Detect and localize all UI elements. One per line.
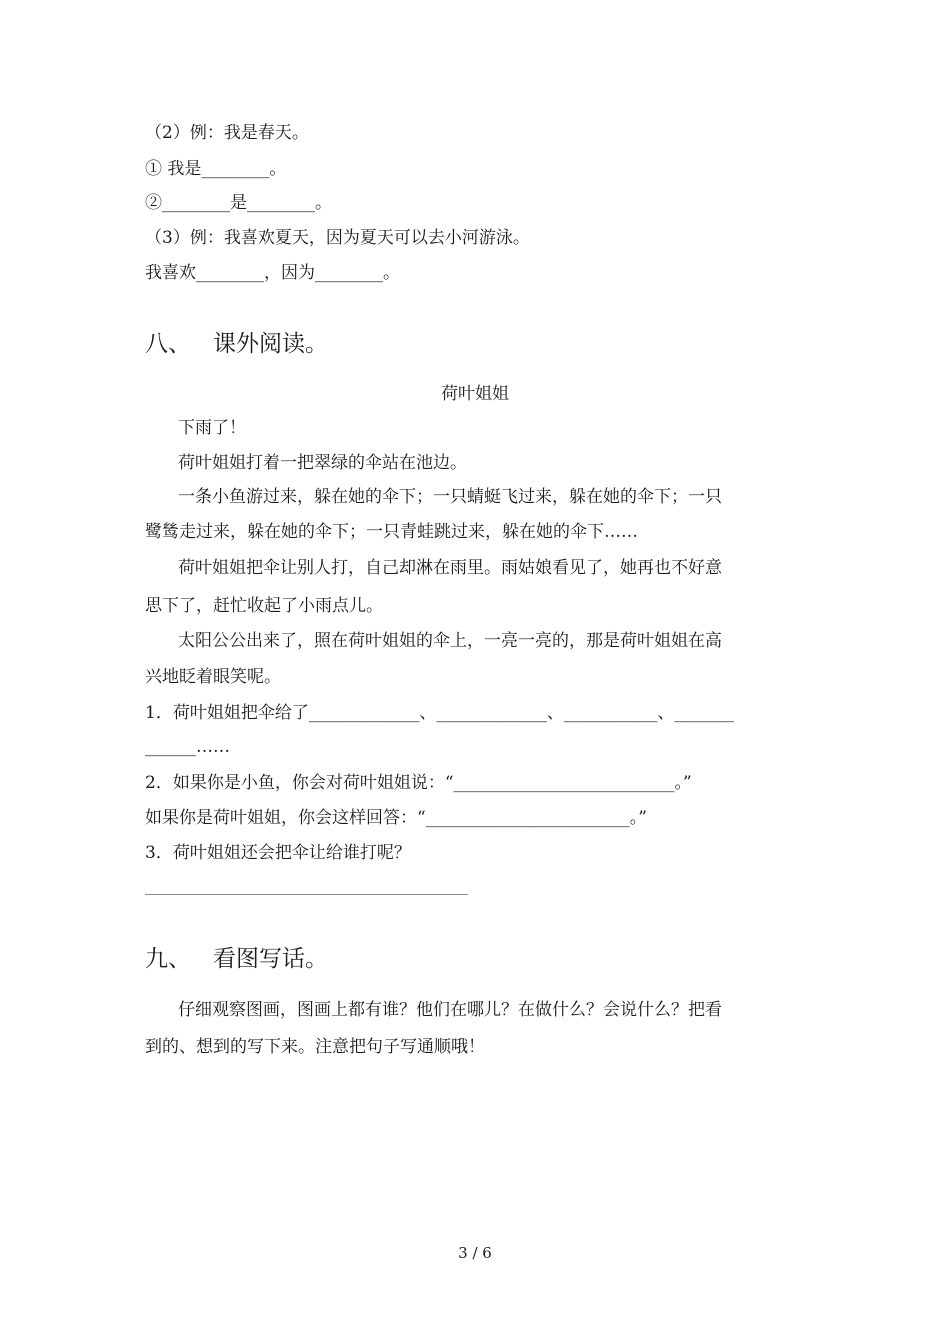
- section-8-title: 课外阅读。: [213, 331, 328, 357]
- section-9-title: 看图写话。: [213, 946, 328, 972]
- passage-title: 荷叶姐姐: [441, 384, 509, 404]
- q2-example: （2）例：我是春天。: [145, 123, 309, 143]
- answer-line: [145, 894, 468, 895]
- section-8-heading: [145, 330, 328, 358]
- section-9-instruction: 到的、想到的写下来。注意把句子写通顺哦！: [145, 1037, 485, 1057]
- q2-blank-line-1: ① 我是________。: [145, 159, 287, 179]
- passage-paragraph: 荷叶姐姐打着一把翠绿的伞站在池边。: [178, 453, 467, 473]
- section-9-number: 九、: [145, 946, 191, 972]
- passage-paragraph: 兴地眨着眼笑呢。: [145, 667, 281, 687]
- question-2-line-2: 如果你是荷叶姐姐，你会这样回答：“________________________。”: [145, 808, 647, 828]
- question-3: 3．荷叶姐姐还会把伞让给谁打呢？: [145, 843, 411, 863]
- passage-paragraph: 荷叶姐姐把伞让别人打，自己却淋在雨里。雨姑娘看见了，她再也不好意: [178, 558, 722, 578]
- section-9-instruction: 仔细观察图画，图画上都有谁？他们在哪儿？在做什么？会说什么？把看: [178, 1000, 722, 1020]
- q3-example: （3）例：我喜欢夏天，因为夏天可以去小河游泳。: [145, 228, 530, 248]
- section-8-number: 八、: [145, 331, 191, 357]
- passage-paragraph: 鹭鸶走过来，躲在她的伞下；一只青蛙跳过来，躲在她的伞下……: [145, 522, 638, 542]
- q2-blank-line-2: ②________是________。: [145, 193, 332, 213]
- passage-paragraph: 一条小鱼游过来，躲在她的伞下；一只蜻蜓飞过来，躲在她的伞下；一只: [178, 487, 722, 507]
- q3-blank-line: 我喜欢________，因为________。: [145, 263, 400, 283]
- passage-paragraph: 思下了，赶忙收起了小雨点儿。: [145, 596, 383, 616]
- passage-paragraph: 太阳公公出来了，照在荷叶姐姐的伞上，一亮一亮的，那是荷叶姐姐在高: [178, 631, 722, 651]
- page-number: 3 / 6: [458, 1244, 492, 1262]
- question-1-line-1: 1．荷叶姐姐把伞给了_____________、_____________、___________、_______: [145, 703, 734, 723]
- section-9-heading: [145, 945, 328, 973]
- question-2-line-1: 2．如果你是小鱼，你会对荷叶姐姐说：“__________________________。”: [145, 773, 692, 793]
- question-1-line-2: ______……: [145, 737, 230, 757]
- passage-paragraph: 下雨了！: [178, 418, 246, 438]
